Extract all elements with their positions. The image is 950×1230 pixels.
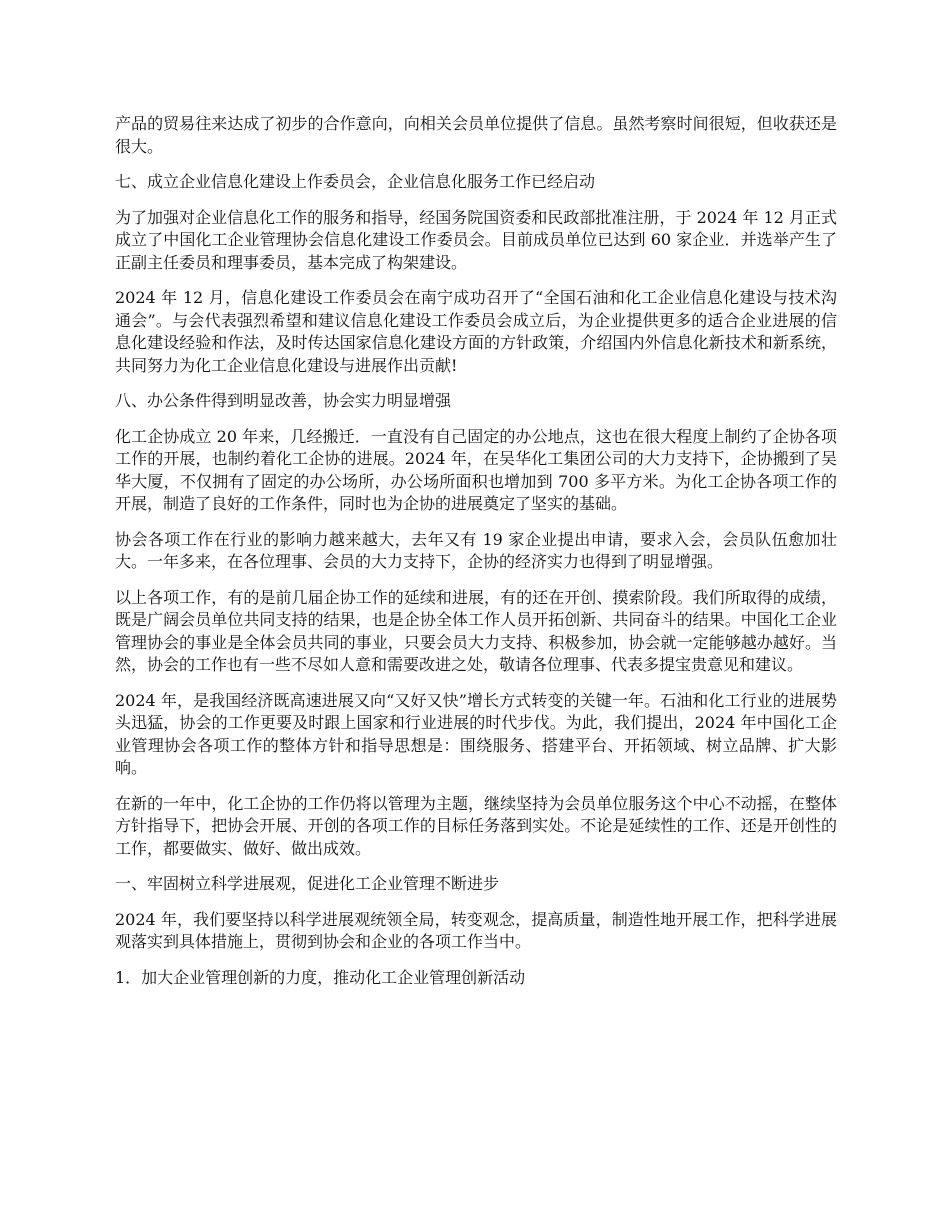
document-body: [115, 113, 837, 1002]
subsection-heading-management-innovation: 1．加大企业管理创新的力度，推动化工企业管理创新活动: [115, 967, 526, 987]
section-heading-informatization-committee: 七、成立企业信息化建设上作委员会，企业信息化服务工作已经启动: [115, 172, 596, 191]
paragraph-new-year-focus: 在新的一年中，化工企协的工作仍将以管理为主题，继续坚持为会员单位服务这个中心不动摇，在整体方针指导下，把协会开展、开创的各项工作的目标任务落到实处。不论是延续性的工作、还是开创性的工作，都要做实、做好、做出成效。: [115, 793, 837, 858]
paragraph-committee-established: 为了加强对企业信息化工作的服务和指导，经国务院国资委和民政部批准注册，于 2024 年 12 月正式成立了中国化工企业管理协会信息化建设工作委员会。目前成员单位已达到 60 家企业．并选举产生了正副主任委员和理事委员，基本完成了构架建设。: [115, 207, 837, 272]
paragraph-office-relocation: 化工企协成立 20 年来，几经搬迁．一直没有自己固定的办公地点，这也在很大程度上制约了企协各项工作的开展，也制约着化工企协的进展。2024 年，在吴华化工集团公司的大力支持下，企协搬到了吴华大厦，不仅拥有了固定的办公场所，办公场所面积也增加到 700 多平方米。为化工企协各项工作的开展，制造了良好的工作条件，同时也为企协的进展奠定了坚实的基础。: [115, 426, 837, 513]
paragraph-trade-cooperation: 产品的贸易往来达成了初步的合作意向，向相关会员单位提供了信息。虽然考察时间很短，但收获还是很大。: [115, 114, 837, 156]
paragraph-scientific-development: 2024 年，我们要坚持以科学进展观统领全局，转变观念，提高质量，制造性地开展工作，把科学进展观落实到具体措施上，贯彻到协会和企业的各项工作当中。: [115, 909, 837, 951]
section-heading-scientific-development: 一、牢固树立科学进展观，促进化工企业管理不断进步: [115, 874, 500, 893]
paragraph-guiding-principles: 2024 年，是我国经济既高速进展又向“又好又快”增长方式转变的关键一年。石油和化工行业的进展势头迅猛，协会的工作更要及时跟上国家和行业进展的时代步伐。为此，我们提出，2024 年中国化工企业管理协会各项工作的整体方针和指导思想是：围绕服务、搭建平台、开拓领域、树立品牌、扩大影响。: [115, 690, 837, 777]
paragraph-achievements-summary: 以上各项工作，有的是前几届企协工作的延续和进展，有的还在开创、摸索阶段。我们所取得的成绩，既是广阔会员单位共同支持的结果，也是企协全体工作人员开拓创新、共同奋斗的结果。中国化工企业管理协会的事业是全体会员共同的事业，只要会员大力支持、积极参加，协会就一定能够越办越好。当然，协会的工作也有一些不尽如人意和需要改进之处，敬请各位理事、代表多提宝贵意见和建议。: [115, 587, 837, 674]
paragraph-membership-growth: 协会各项工作在行业的影响力越来越大，去年又有 19 家企业提出申请，要求入会，会员队伍愈加壮大。一年多来，在各位理事、会员的大力支持下，企协的经济实力也得到了明显增强。: [115, 529, 837, 571]
paragraph-nanning-conference: 2024 年 12 月，信息化建设工作委员会在南宁成功召开了“全国石油和化工企业信息化建设与技术沟通会”。与会代表强烈希望和建议信息化建设工作委员会成立后，为企业提供更多的适合企业进展的信息化建设经验和作法，及时传达国家信息化建设方面的方针政策，介绍国内外信息化新技术和新系统，共同努力为化工企业信息化建设与进展作出贡献!: [115, 288, 837, 375]
section-heading-office-conditions: 八、办公条件得到明显改善，协会实力明显增强: [115, 391, 452, 410]
